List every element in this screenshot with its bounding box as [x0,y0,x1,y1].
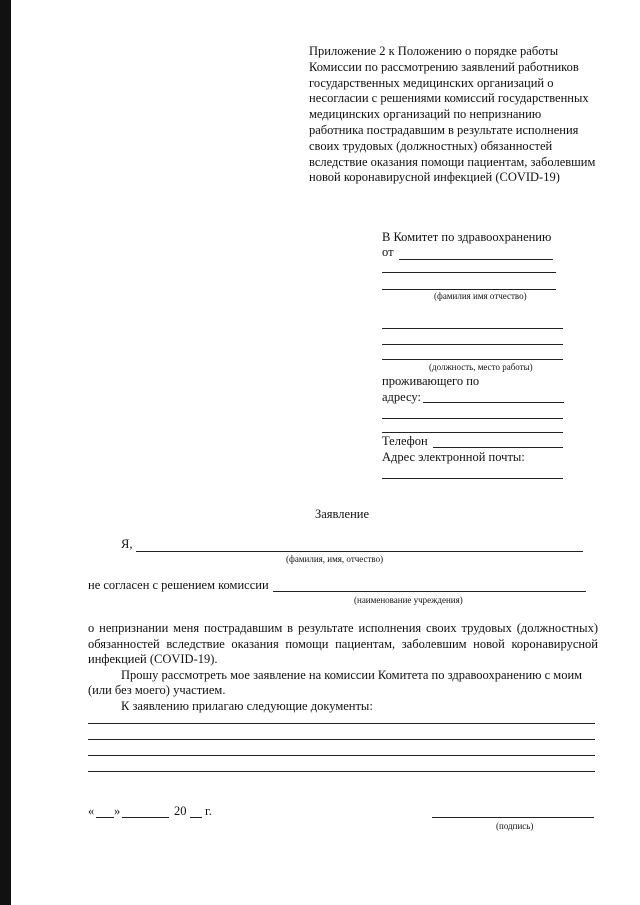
position-hint: (должность, место работы) [429,362,533,372]
attachment-line[interactable] [88,723,595,724]
address-label: адресу: [382,390,421,404]
position-field-line[interactable] [382,328,563,329]
attachment-line[interactable] [88,755,595,756]
name-field-line[interactable] [382,289,556,290]
date-year-suffix: г. [205,804,212,818]
date-day-line[interactable] [96,817,114,818]
addressee-from-label: от [382,245,394,259]
paragraph-request-line2: (или без моего) участием. [88,683,226,697]
header-line: Комиссии по рассмотрению заявлений работников [309,59,579,74]
fio-field-line[interactable] [136,551,583,552]
header-line: несогласии с решениями комиссий государственных [309,91,589,106]
paragraph-nonrecognition: о непризнании меня пострадавшим в результате исполнения своих трудовых (должностных) обязанностей вследствие оказания помощи пациентам, заболевшим новой коронавирусной инфекцией (COVID-19). [88,621,598,667]
header-line: работника пострадавшим в результате исполнения [309,122,579,137]
phone-label: Телефон [382,434,428,448]
scan-edge-bar [0,0,11,905]
date-open-quote: « [88,804,95,818]
name-field-line[interactable] [382,272,556,273]
email-label: Адрес электронной почты: [382,450,525,464]
date-year-line[interactable] [190,817,202,818]
institution-hint: (наименование учреждения) [354,595,463,605]
address-field-line[interactable] [423,402,564,403]
header-line: вследствие оказания помощи пациентам, заболевшим [309,154,596,169]
i-label: Я, [121,537,133,551]
date-close-quote: » [114,804,121,818]
header-line: новой коронавирусной инфекцией (COVID-19) [309,170,560,185]
header-line: своих трудовых (должностных) обязанностей [309,138,553,153]
date-year-prefix: 20 [174,804,187,818]
header-line: Приложение 2 к Положению о порядке работы [309,44,559,58]
name-hint: (фамилия имя отчество) [434,291,527,301]
addressee-to: В Комитет по здравоохранению [382,230,552,244]
date-month-line[interactable] [122,817,169,818]
institution-field-line[interactable] [273,591,586,592]
fio-hint: (фамилия, имя, отчество) [286,554,384,564]
signature-line[interactable] [432,817,594,818]
header-line: медицинских организаций по непризнанию [309,107,542,122]
residing-label: проживающего по [382,374,480,388]
disagree-label: не согласен с решением комиссии [88,578,269,592]
position-field-line[interactable] [382,344,563,345]
address-field-line[interactable] [382,418,563,419]
position-field-line[interactable] [382,359,563,360]
address-field-line[interactable] [382,432,563,433]
document-title: Заявление [315,507,370,521]
appendix-header [309,44,609,186]
signature-hint: (подпись) [496,821,534,831]
from-field-line[interactable] [399,259,553,260]
attachment-line[interactable] [88,771,595,772]
header-line: государственных медицинских организаций о [309,75,554,90]
attachment-line[interactable] [88,739,595,740]
paragraph-request-line1: Прошу рассмотреть мое заявление на комиссии Комитета по здравоохранению с моим [121,668,583,682]
phone-field-line[interactable] [433,447,563,448]
attachments-label: К заявлению прилагаю следующие документы: [121,699,373,713]
email-field-line[interactable] [382,478,563,479]
